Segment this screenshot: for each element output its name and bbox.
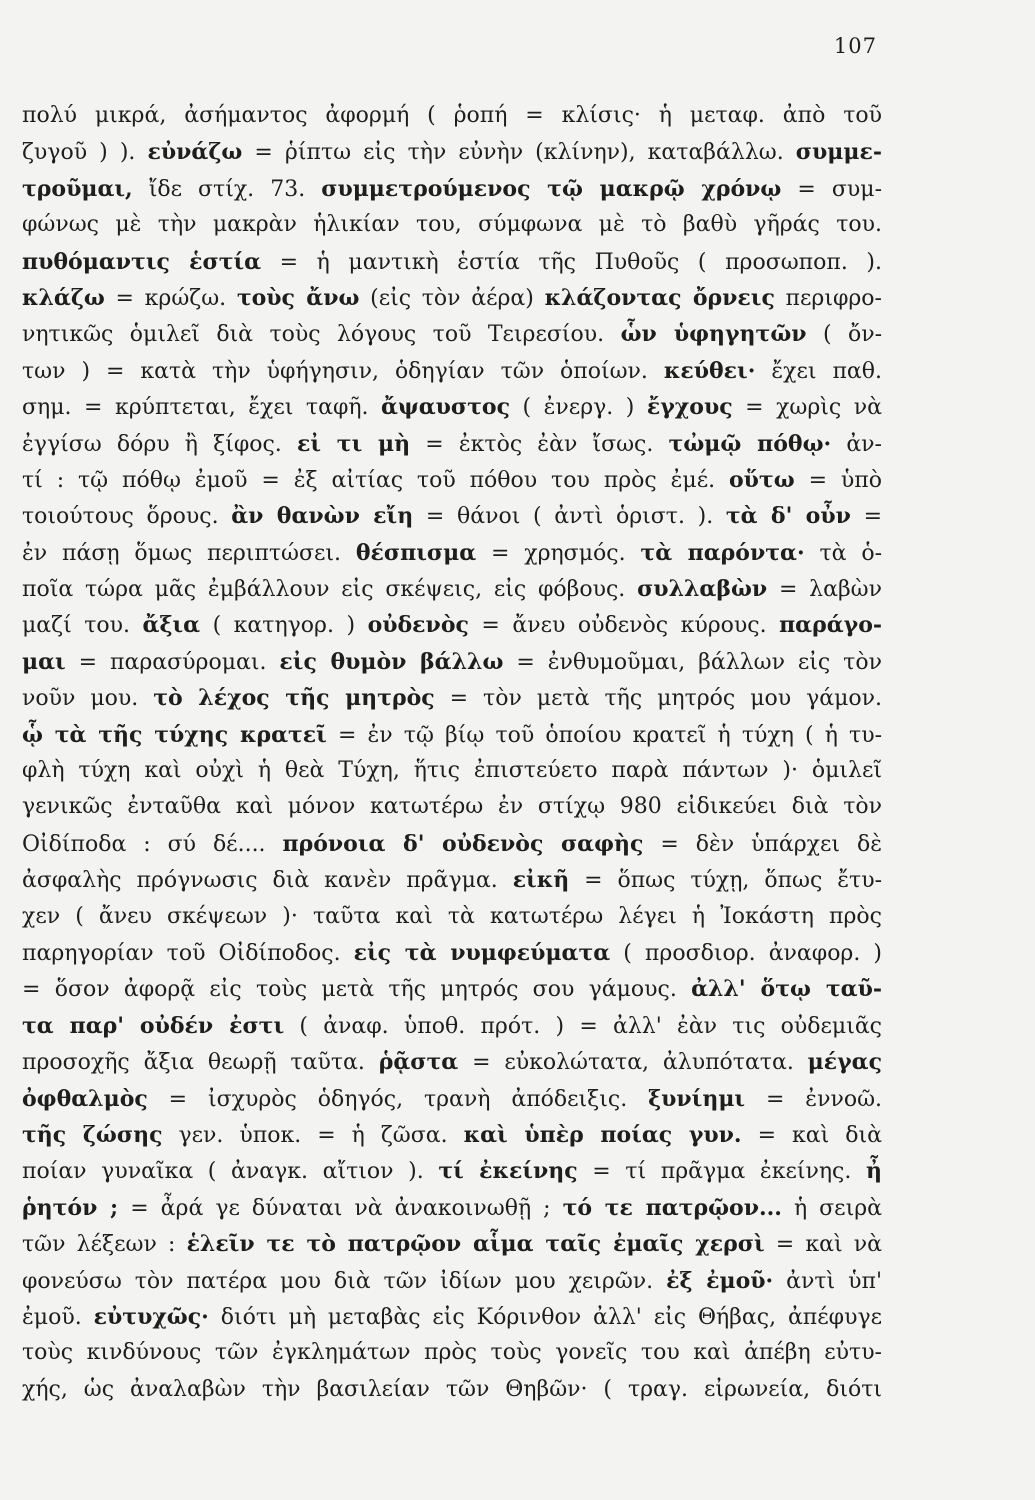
gloss-text: ἴδε στίχ. 73. <box>132 176 322 202</box>
lemma-term: παράγο- <box>779 612 882 639</box>
gloss-text: = ἄνευ οὐδενὸς κύρους. <box>468 613 780 639</box>
gloss-text: = ἐν τῷ βίῳ τοῦ ὁποίου κρατεῖ ἡ τύχη ( ἡ τυ- <box>326 722 882 748</box>
gloss-text: νητικῶς ὁμιλεῖ διὰ τοὺς λόγους τοῦ Τειρεσίου. <box>22 322 621 348</box>
gloss-text: = συμ- <box>781 176 882 202</box>
gloss-text: νοῦν μου. <box>22 686 154 712</box>
gloss-text: = δὲν ὑπάρχει δὲ <box>643 831 883 857</box>
lemma-term: τοὺς ἄνω <box>236 284 360 311</box>
gloss-text: ἀν- <box>831 431 882 457</box>
text-line <box>22 535 882 571</box>
lemma-term: τό τε πατρῷον... <box>562 1194 782 1221</box>
text-line <box>22 862 882 898</box>
gloss-text: φονεύσω τὸν πατέρα μου διὰ τῶν ἰδίων μου χειρῶν. <box>22 1268 667 1294</box>
text-line <box>22 353 882 389</box>
gloss-text: = ἐνθυμοῦμαι, βάλλων εἰς τὸν <box>503 649 882 675</box>
lemma-term: μαι <box>22 648 66 675</box>
lemma-term: πρόνοια δ' οὐδενὸς σαφὴς <box>282 830 644 857</box>
text-line <box>22 899 882 935</box>
gloss-text: = παρασύρομαι. <box>65 649 280 675</box>
gloss-text: χεν ( ἄνευ σκέψεων )· ταῦτα καὶ τὰ κατωτέρω λέγει ἡ Ἰοκάστη πρὸς <box>22 903 882 929</box>
text-line <box>22 1335 882 1371</box>
lemma-term: τα παρ' οὐδέν ἐστι <box>22 1012 285 1039</box>
text-line <box>22 1190 882 1226</box>
text-line <box>22 753 882 789</box>
text-line <box>22 1008 882 1044</box>
text-line <box>22 1299 882 1335</box>
text-line <box>22 1372 882 1408</box>
gloss-text: ἀντὶ ὑπ' <box>773 1268 883 1294</box>
gloss-text: = <box>850 504 882 530</box>
lemma-term: εἰκῆ <box>512 867 570 894</box>
lemma-term: τὰ παρόντα· <box>640 539 805 566</box>
gloss-text: τῶν λέξεων : <box>22 1232 187 1258</box>
text-line <box>22 134 882 170</box>
lemma-term: ᾧ τὰ τῆς τύχης κρατεῖ <box>22 721 327 748</box>
gloss-text: γεν. ὑποκ. = ἡ ζῶσα. <box>162 1122 464 1148</box>
gloss-text: τί : τῷ πόθῳ ἐμοῦ = ἐξ αἰτίας τοῦ πόθου του πρὸς ἐμέ. <box>22 467 729 493</box>
lemma-term: συμμετρούμενος τῷ μακρῷ χρόνῳ <box>321 175 782 202</box>
gloss-text: ποῖα τώρα μᾶς ἐμβάλλουν εἰς σκέψεις, εἰς φόβους. <box>22 577 638 603</box>
text-line <box>22 571 882 607</box>
gloss-text: = χρησμός. <box>476 540 641 566</box>
text-line <box>22 1117 882 1153</box>
lemma-term: τὸ λέχος τῆς μητρὸς <box>153 685 435 712</box>
gloss-text: ζυγοῦ ) ). <box>22 140 148 166</box>
gloss-text: = εὐκολώτατα, ἀλυπότατα. <box>458 1050 808 1076</box>
gloss-text: ( ἐνεργ. ) <box>509 395 647 421</box>
lemma-term: τὠμῷ πόθῳ· <box>668 430 832 457</box>
text-line <box>22 280 882 316</box>
gloss-text: ἀσφαλὴς πρόγνωσις διὰ κανὲν πρᾶγμα. <box>22 868 513 894</box>
text-line <box>22 244 882 280</box>
gloss-text: φλὴ τύχη καὶ οὐχὶ ἡ θεὰ Τύχη, ἥτις ἐπιστεύετο παρὰ πάντων )· ὁμιλεῖ <box>22 758 882 784</box>
gloss-text: (εἰς τὸν ἀέρα) <box>359 285 545 311</box>
gloss-text: ( προσδιορ. ἀναφορ. ) <box>610 940 883 966</box>
commentary-text <box>22 98 882 1408</box>
text-line <box>22 171 882 207</box>
lemma-term: πυθόμαντις ἑστία <box>22 248 262 275</box>
lemma-term: ἄξια <box>142 612 201 639</box>
text-line <box>22 316 882 352</box>
text-line <box>22 1081 882 1117</box>
gloss-text: ( ὄν- <box>806 322 883 348</box>
text-line <box>22 1226 882 1262</box>
gloss-text: τοὺς κινδύνους τῶν ἐγκλημάτων πρὸς τοὺς γονεῖς του καὶ ἀπέβη εὐτυ- <box>22 1340 882 1366</box>
lemma-term: εἰ τι μὴ <box>296 430 411 457</box>
gloss-text: σημ. = κρύπτεται, ἔχει ταφῆ. <box>22 395 382 421</box>
lemma-term: ἔγχους <box>646 394 733 421</box>
text-line <box>22 207 882 243</box>
gloss-text: = ῥίπτω εἰς τὴν εὐνὴν (κλίνην), καταβάλλω. <box>242 140 796 166</box>
text-line <box>22 389 882 425</box>
page-number: 107 <box>833 34 877 58</box>
gloss-text: = ἡ μαντικὴ ἑστία τῆς Πυθοῦς ( προσωποπ. ). <box>261 249 882 275</box>
lemma-term: ἂν θανὼν εἴη <box>231 503 414 530</box>
text-line <box>22 1044 882 1080</box>
gloss-text: τοιούτους ὅρους. <box>22 504 232 530</box>
lemma-term: ὀφθαλμὸς <box>22 1085 148 1112</box>
lemma-term: εὐνάζω <box>147 139 243 166</box>
gloss-text: = καὶ διὰ <box>741 1122 882 1148</box>
gloss-text: περιφρο- <box>774 285 882 311</box>
gloss-text: πολύ μικρά, ἀσήμαντος ἀφορμή ( ῥοπή = κλίσις· ἡ μεταφ. ἀπὸ τοῦ <box>22 103 882 128</box>
gloss-text: μαζί του. <box>22 613 143 639</box>
lemma-term: ῥητόν ; <box>22 1194 119 1221</box>
text-line <box>22 1263 882 1299</box>
gloss-text: ἐν πάσῃ ὅμως περιπτώσει. <box>22 540 356 566</box>
lemma-term: καὶ ὑπὲρ ποίας γυν. <box>463 1121 742 1148</box>
gloss-text: ἔχει παθ. <box>755 358 882 384</box>
lemma-term: οὕτω <box>728 466 795 493</box>
gloss-text: τὰ ὁ- <box>804 540 883 566</box>
text-line <box>22 717 882 753</box>
gloss-text: προσοχῆς ἄξια θεωρῇ ταῦτα. <box>22 1050 379 1076</box>
lemma-term: ἀλλ' ὅτῳ ταῦ- <box>691 976 882 1003</box>
gloss-text: ( ἀναφ. ὑποθ. πρότ. ) = ἀλλ' ἐὰν τις οὐδεμιᾶς <box>284 1013 882 1039</box>
gloss-text: = ἐκτὸς ἐὰν ἴσως. <box>410 431 669 457</box>
gloss-text: = ὑπὸ <box>794 467 882 493</box>
gloss-text: = τὸν μετὰ τῆς μητρός μου γάμον. <box>434 686 882 712</box>
lemma-term: ξυνίημι <box>648 1085 746 1112</box>
gloss-text: = θάνοι ( ἀντὶ ὁριστ. ). <box>413 504 726 530</box>
lemma-term: συλλαβὼν <box>637 576 768 603</box>
gloss-text: = ἐννοῶ. <box>745 1086 882 1112</box>
gloss-text: Οἰδίποδα : σύ δέ.... <box>22 831 283 857</box>
gloss-text: = κρώζω. <box>104 285 237 311</box>
lemma-term: ἦ <box>866 1158 882 1185</box>
gloss-text: διότι μὴ μεταβὰς εἰς Κόρινθον ἀλλ' εἰς Θήβας, ἀπέφυγε <box>208 1304 882 1330</box>
lemma-term: ῥᾷστα <box>378 1049 459 1076</box>
text-line <box>22 607 882 643</box>
gloss-text: = χωρὶς νὰ <box>732 395 882 421</box>
text-line <box>22 789 882 825</box>
lemma-term: ἄψαυστος <box>381 394 510 421</box>
gloss-text: = ὅσον ἀφορᾷ εἰς τοὺς μετὰ τῆς μητρός σου γάμους. <box>22 977 692 1003</box>
gloss-text: = ἰσχυρὸς ὁδηγός, τρανὴ ἀπόδειξις. <box>147 1086 649 1112</box>
lemma-term: ἑλεῖν τε τὸ πατρῷον αἷμα ταῖς ἐμαῖς χερσὶ <box>186 1231 765 1258</box>
text-line <box>22 680 882 716</box>
gloss-text: γενικῶς ἐνταῦθα καὶ μόνον κατωτέρω ἐν στίχῳ 980 εἰδικεύει διὰ τὸν <box>22 794 882 820</box>
lemma-term: τὰ δ' οὖν <box>725 503 851 530</box>
text-line <box>22 426 882 462</box>
gloss-text: ποίαν γυναῖκα ( ἀναγκ. αἴτιον ). <box>22 1159 439 1185</box>
lemma-term: εἰς θυμὸν βάλλω <box>279 648 504 675</box>
text-line <box>22 498 882 534</box>
lemma-term: τῆς ζώσης <box>22 1121 163 1148</box>
gloss-text: = ὅπως τύχῃ, ὅπως ἔτυ- <box>569 868 882 894</box>
text-line <box>22 1153 882 1189</box>
gloss-text: των ) = κατὰ τὴν ὑφήγησιν, ὁδηγίαν τῶν ὁποίων. <box>22 358 664 384</box>
text-line <box>22 462 882 498</box>
text-line <box>22 644 882 680</box>
lemma-term: κλάζοντας ὄρνεις <box>544 284 775 311</box>
lemma-term: συμμε- <box>795 139 882 166</box>
gloss-text: φώνως μὲ τὴν μακρὰν ἡλικίαν του, σύμφωνα μὲ τὸ βαθὺ γῆράς του. <box>22 212 882 238</box>
lemma-term: ὧν ὑφηγητῶν <box>620 321 807 348</box>
text-line <box>22 971 882 1007</box>
gloss-text: ἐμοῦ. <box>22 1304 94 1330</box>
gloss-text: ( κατηγορ. ) <box>200 613 368 639</box>
lemma-term: κεύθει· <box>663 357 756 384</box>
text-line <box>22 98 882 134</box>
gloss-text: παρηγορίαν τοῦ Οἰδίποδος. <box>22 940 354 966</box>
gloss-text: = τί πρᾶγμα ἐκείνης. <box>577 1159 866 1185</box>
gloss-text: = ἆρά γε δύναται νὰ ἀνακοινωθῇ ; <box>118 1195 563 1221</box>
text-line <box>22 935 882 971</box>
lemma-term: τροῦμαι, <box>22 175 133 202</box>
lemma-term: ἐξ ἐμοῦ· <box>666 1267 774 1294</box>
lemma-term: μέγας <box>807 1049 882 1076</box>
lemma-term: εἰς τὰ νυμφεύματα <box>353 939 611 966</box>
gloss-text: = λαβὼν <box>767 577 882 603</box>
gloss-text: χής, ὡς ἀναλαβὼν τὴν βασιλείαν τῶν Θηβῶν· ( τραγ. εἰρωνεία, διότι <box>22 1376 882 1402</box>
lemma-term: κλάζω <box>22 284 105 311</box>
lemma-term: τί ἐκείνης <box>438 1158 578 1185</box>
lemma-term: εὐτυχῶς· <box>93 1303 209 1330</box>
gloss-text: ἐγγίσω δόρυ ἢ ξίφος. <box>22 431 297 457</box>
gloss-text: ἡ σειρὰ <box>781 1195 882 1221</box>
text-line <box>22 826 882 862</box>
lemma-term: θέσπισμα <box>355 539 477 566</box>
lemma-term: οὐδενὸς <box>367 612 469 639</box>
gloss-text: = καὶ νὰ <box>764 1232 883 1258</box>
